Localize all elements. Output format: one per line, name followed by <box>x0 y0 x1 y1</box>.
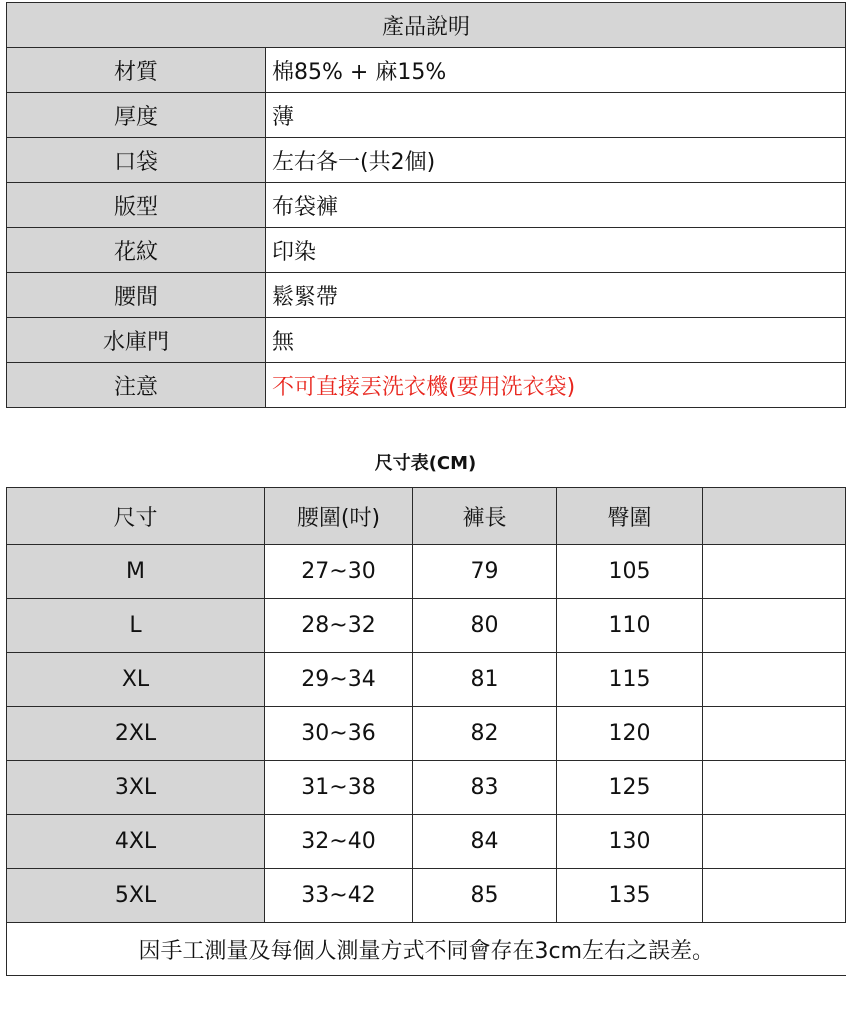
hip-cell: 110 <box>557 599 703 653</box>
table-row <box>7 653 846 707</box>
table-row <box>7 761 846 815</box>
spec-row-pattern <box>7 228 846 273</box>
empty-cell <box>703 545 846 599</box>
table-row <box>7 707 846 761</box>
hip-cell: 125 <box>557 761 703 815</box>
size-header-cell: 褲長 <box>413 488 557 545</box>
length-cell: 85 <box>413 869 557 923</box>
spec-label: 版型 <box>7 183 266 228</box>
spec-label: 腰間 <box>7 273 266 318</box>
size-chart-title: 尺寸表(CM) <box>374 453 477 474</box>
waist-cell: 33~42 <box>265 869 413 923</box>
spec-label: 厚度 <box>7 93 266 138</box>
size-header-cell: 腰圍(吋) <box>265 488 413 545</box>
length-cell: 83 <box>413 761 557 815</box>
hip-cell: 135 <box>557 869 703 923</box>
length-cell: 81 <box>413 653 557 707</box>
hip-cell: 105 <box>557 545 703 599</box>
length-cell: 84 <box>413 815 557 869</box>
size-chart-table <box>6 487 846 976</box>
spec-value: 無 <box>266 318 846 363</box>
size-cell: 4XL <box>7 815 265 869</box>
empty-cell <box>703 815 846 869</box>
waist-cell: 27~30 <box>265 545 413 599</box>
spec-value: 印染 <box>266 228 846 273</box>
size-cell: 5XL <box>7 869 265 923</box>
product-spec-table <box>6 2 846 408</box>
table-row <box>7 815 846 869</box>
spec-row-zipper <box>7 318 846 363</box>
empty-cell <box>703 869 846 923</box>
spec-row-fit <box>7 183 846 228</box>
size-header-cell: 尺寸 <box>7 488 265 545</box>
size-cell: 3XL <box>7 761 265 815</box>
table-row <box>7 869 846 923</box>
spec-value: 棉85% + 麻15% <box>266 48 846 93</box>
hip-cell: 115 <box>557 653 703 707</box>
empty-cell <box>703 653 846 707</box>
table-row <box>7 599 846 653</box>
empty-cell <box>703 707 846 761</box>
size-header-cell: 臀圍 <box>557 488 703 545</box>
spec-row-pockets <box>7 138 846 183</box>
size-header-row <box>7 488 846 545</box>
spec-row-thickness <box>7 93 846 138</box>
spec-value: 薄 <box>266 93 846 138</box>
spec-row-notice <box>7 363 846 408</box>
waist-cell: 31~38 <box>265 761 413 815</box>
spec-row-material <box>7 48 846 93</box>
spec-label: 材質 <box>7 48 266 93</box>
size-header-cell <box>703 488 846 545</box>
empty-cell <box>703 761 846 815</box>
spec-value: 左右各一(共2個) <box>266 138 846 183</box>
size-cell: M <box>7 545 265 599</box>
length-cell: 79 <box>413 545 557 599</box>
empty-cell <box>703 599 846 653</box>
spec-row-waist <box>7 273 846 318</box>
measurement-note: 因手工測量及每個人測量方式不同會存在3cm左右之誤差。 <box>7 923 846 976</box>
length-cell: 80 <box>413 599 557 653</box>
length-cell: 82 <box>413 707 557 761</box>
table-row <box>7 545 846 599</box>
spec-label: 注意 <box>7 363 266 408</box>
hip-cell: 120 <box>557 707 703 761</box>
spec-label: 水庫門 <box>7 318 266 363</box>
product-spec-title: 產品說明 <box>7 3 846 48</box>
spec-value: 鬆緊帶 <box>266 273 846 318</box>
size-cell: L <box>7 599 265 653</box>
spec-label: 花紋 <box>7 228 266 273</box>
waist-cell: 32~40 <box>265 815 413 869</box>
size-cell: 2XL <box>7 707 265 761</box>
waist-cell: 29~34 <box>265 653 413 707</box>
spec-value: 布袋褲 <box>266 183 846 228</box>
waist-cell: 30~36 <box>265 707 413 761</box>
note-row <box>7 923 846 976</box>
spec-warning-value: 不可直接丟洗衣機(要用洗衣袋) <box>266 363 846 408</box>
size-cell: XL <box>7 653 265 707</box>
hip-cell: 130 <box>557 815 703 869</box>
waist-cell: 28~32 <box>265 599 413 653</box>
spec-label: 口袋 <box>7 138 266 183</box>
